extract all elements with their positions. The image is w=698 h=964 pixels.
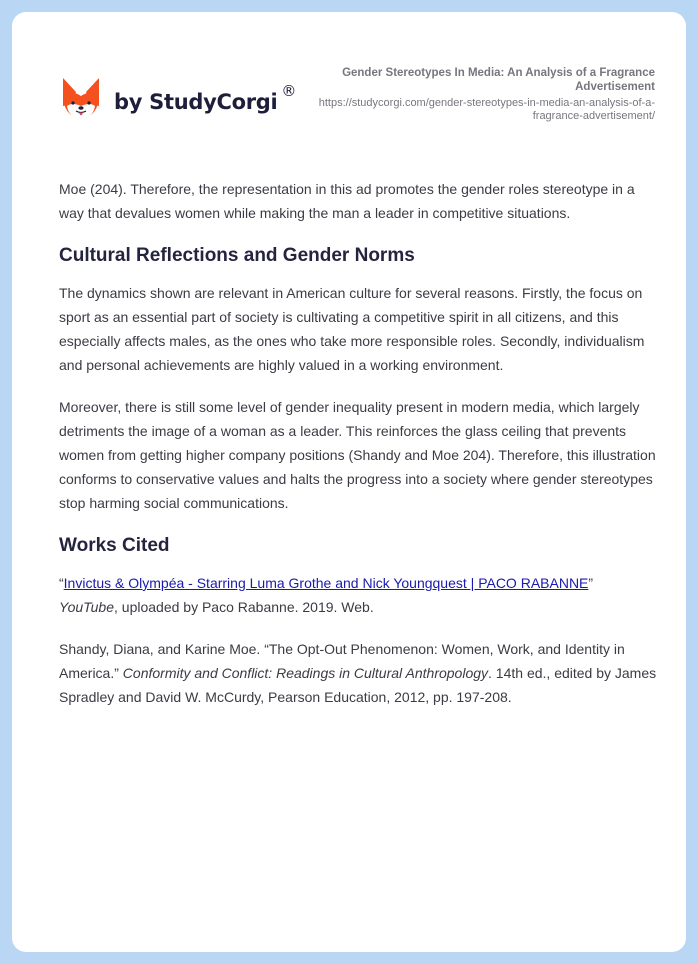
citation-details: . 14th ed., edited by James Spradley and David W. McCurdy, Pearson Education, 2012, pp. 197-208. (59, 665, 657, 705)
registered-mark: ® (281, 82, 297, 100)
citation-entry (59, 571, 659, 619)
citation-lead: Shandy, Diana, and Karine Moe. “The Opt-Out Phenomenon: Women, Work, and Identity in America.” (59, 641, 625, 681)
document-card (12, 12, 686, 952)
document-title: Gender Stereotypes In Media: An Analysis of a Fragrance Advertisement (342, 67, 655, 93)
citation-source: YouTube (59, 599, 115, 615)
corgi-logo-icon (60, 76, 102, 122)
document-header (12, 12, 686, 152)
logo-text: by StudyCorgi (114, 90, 278, 114)
citation-link-video[interactable]: Invictus & Olympéa - Starring Luma Grothe and Nick Youngquest | PACO RABANNE (63, 575, 589, 591)
document-body (59, 177, 659, 727)
section-heading-cultural-reflections: Cultural Reflections and Gender Norms (59, 245, 415, 266)
studycorgi-logo[interactable] (60, 76, 296, 122)
citation-details: , uploaded by Paco Rabanne. 2019. Web. (114, 599, 374, 615)
document-meta (295, 66, 655, 123)
open-quote: “ (59, 575, 64, 591)
citation-source: Conformity and Conflict: Readings in Cultural Anthropology (122, 665, 489, 681)
works-cited-heading: Works Cited (59, 535, 170, 556)
document-url[interactable]: https://studycorgi.com/gender-stereotypes-in-media-an-analysis-of-a-fragrance-advertisement/ (318, 97, 655, 122)
paragraph-dynamics: The dynamics shown are relevant in American culture for several reasons. Firstly, the focus on sport as an essential part of society is cultivating a competitive spirit in all citizens, and this especially affects males, as the ones who take more responsible roles. Secondly, individualism and personal achievements are highly valued in a working environment. (59, 285, 645, 373)
close-quote: ” (588, 575, 594, 591)
paragraph-intro: Moe (204). Therefore, the representation in this ad promotes the gender roles stereotype in a way that devalues women while making the man a leader in competitive situations. (59, 181, 635, 221)
paragraph-inequality: Moreover, there is still some level of gender inequality present in modern media, which largely detriments the image of a woman as a leader. This reinforces the glass ceiling that prevents women from getting higher company positions (Shandy and Moe 204). Therefore, this illustration conforms to conservative values and halts the progress into a society where gender stereotypes stop harming social communications. (59, 399, 656, 511)
citation-entry (59, 637, 659, 709)
